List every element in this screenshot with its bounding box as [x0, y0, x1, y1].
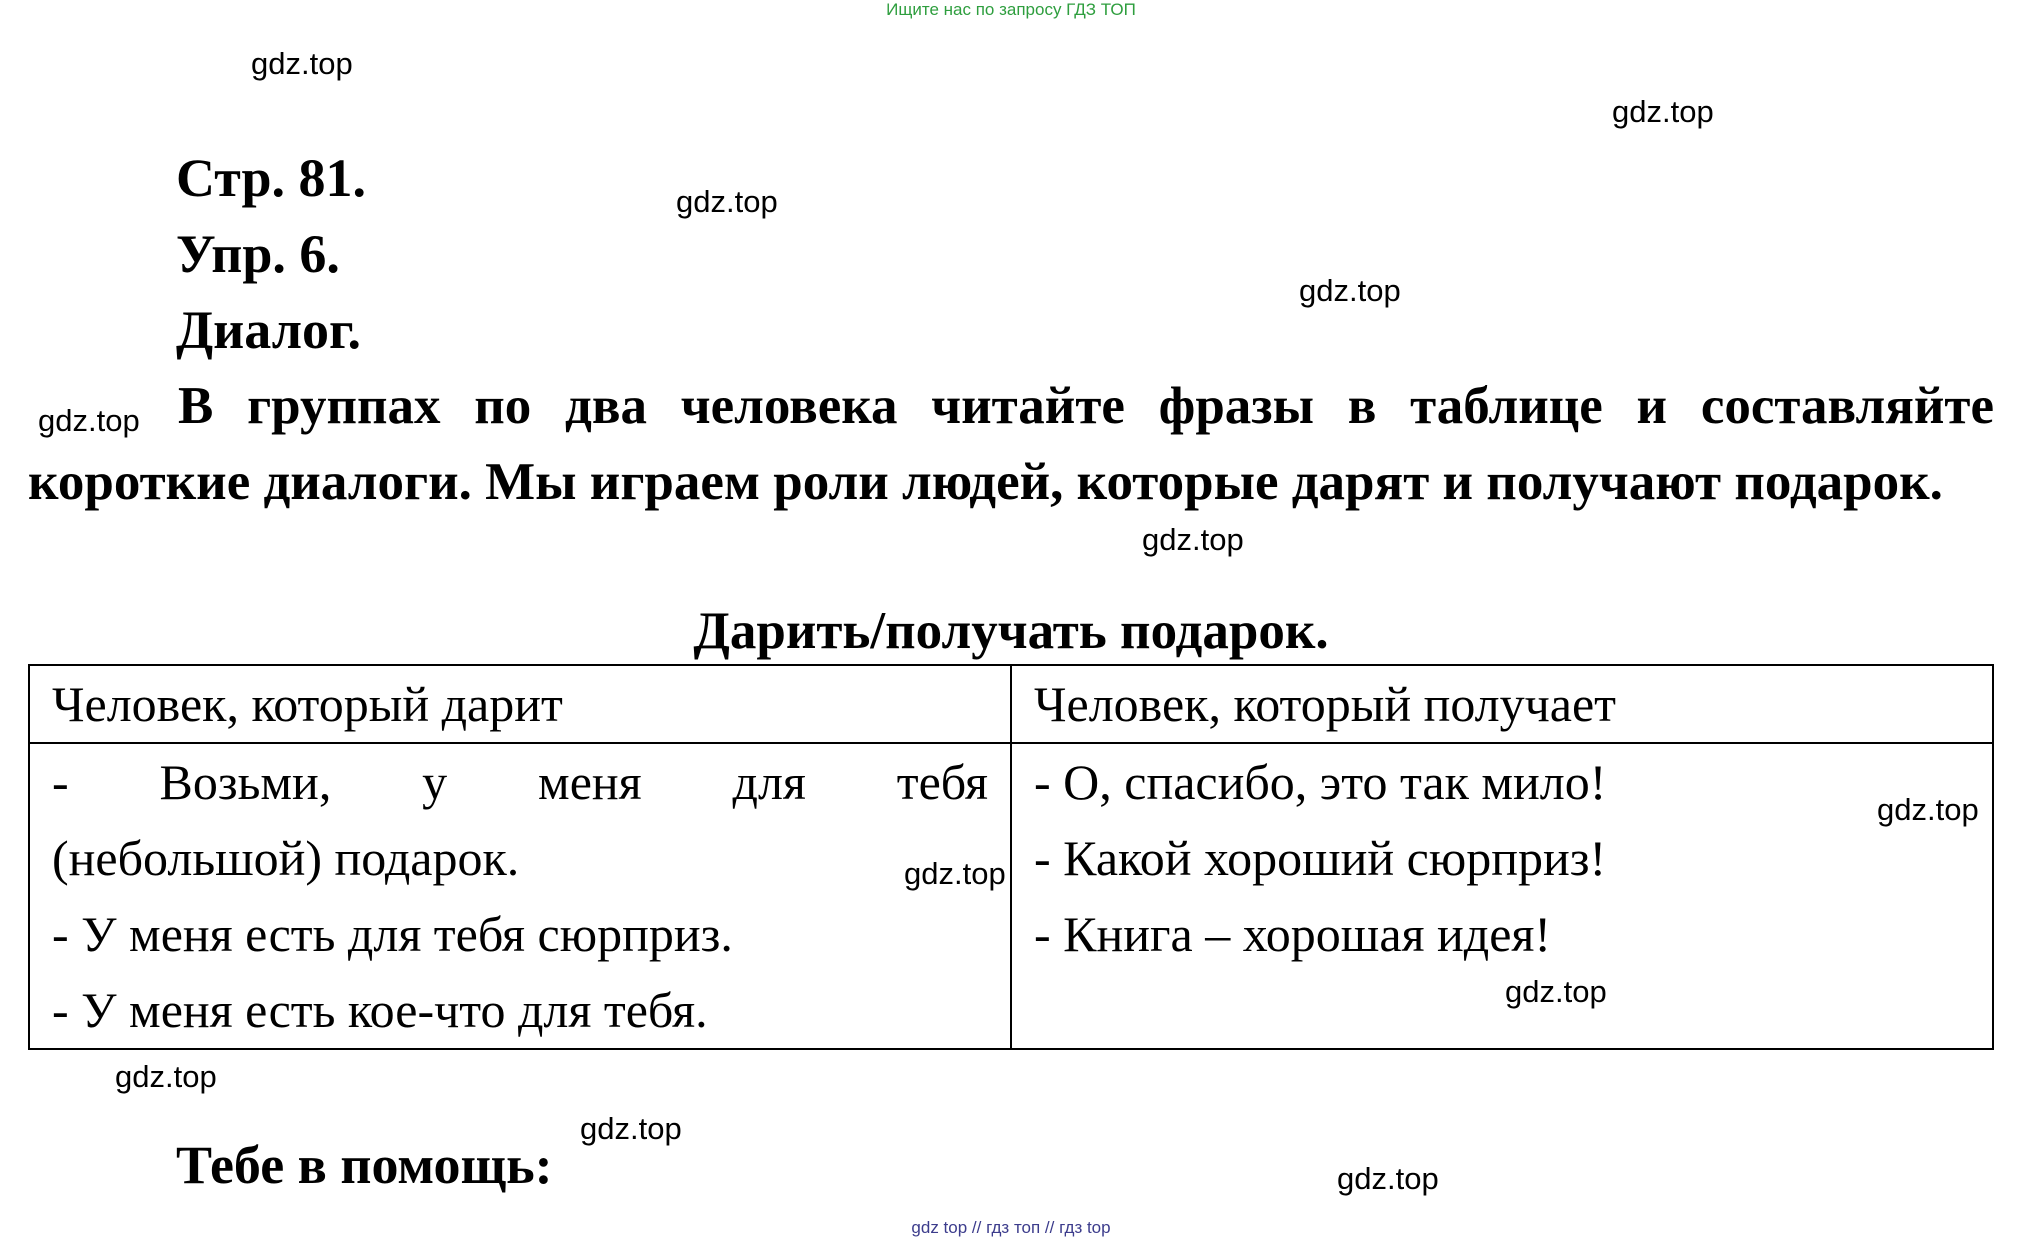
watermark: gdz.top: [1337, 1161, 1439, 1196]
section-title: Диалог.: [176, 300, 361, 360]
watermark: gdz.top: [580, 1111, 682, 1146]
watermark: gdz.top: [251, 46, 353, 81]
exercise-reference: Упр. 6.: [176, 224, 340, 284]
page-reference: Стр. 81.: [176, 148, 367, 208]
giver-line: - Возьми, у меня для тебя: [52, 754, 988, 810]
header-receiver: Человек, который получает: [1011, 665, 1993, 743]
receiver-line: - Какой хороший сюрприз!: [1034, 830, 1607, 886]
watermark: gdz.top: [1299, 273, 1401, 308]
table-title: Дарить/получать подарок.: [693, 602, 1329, 660]
table-header-row: [29, 665, 1993, 743]
top-banner: Ищите нас по запросу ГДЗ ТОП: [886, 0, 1136, 19]
receiver-line: - Книга – хорошая идея!: [1034, 906, 1552, 962]
footer-text: gdz top // гдз топ // гдз top: [911, 1218, 1111, 1237]
watermark: gdz.top: [1505, 974, 1607, 1009]
receiver-line: - О, спасибо, это так мило!: [1034, 754, 1607, 810]
watermark: gdz.top: [1142, 522, 1244, 557]
dialog-table: [28, 664, 1994, 1050]
help-heading: Тебе в помощь:: [176, 1135, 553, 1195]
instructions-paragraph: В группах по два человека читайте фразы в таблице и составляйте короткие диалоги. Мы играем роли людей, которые дарят и получают подарок.: [28, 377, 1994, 511]
giver-line: - У меня есть кое-что для тебя.: [52, 982, 708, 1038]
table-body-row: [29, 743, 1993, 1049]
watermark: gdz.top: [1877, 792, 1979, 827]
watermark: gdz.top: [1612, 94, 1714, 129]
giver-phrases: [29, 743, 1011, 1049]
receiver-phrases: [1011, 743, 1993, 1049]
header-giver: Человек, который дарит: [29, 665, 1011, 743]
watermark: gdz.top: [676, 184, 778, 219]
watermark: gdz.top: [115, 1059, 217, 1094]
giver-line: - У меня есть для тебя сюрприз.: [52, 906, 733, 962]
watermark: gdz.top: [38, 403, 140, 438]
watermark: gdz.top: [904, 856, 1006, 891]
giver-line: (небольшой) подарок.: [52, 830, 520, 886]
